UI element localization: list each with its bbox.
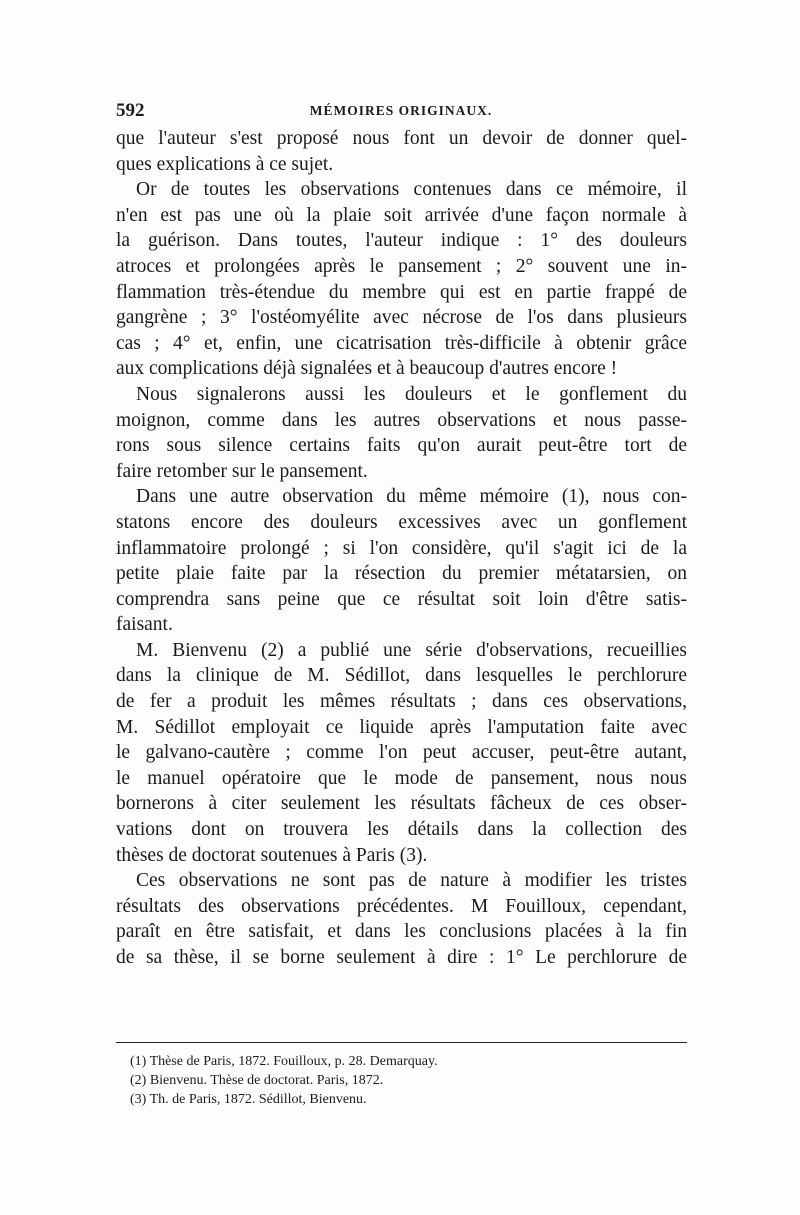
text-line: Or de toutes les observations contenues dans ce mémoire, il — [136, 179, 687, 201]
text-line: inflammatoire prolongé ; si l'on considère, qu'il s'agit ici de la — [116, 537, 687, 559]
text-line: résultats des observations précédentes. M Fouilloux, cependant, — [116, 895, 687, 917]
footnote-1: (1) Thèse de Paris, 1872. Fouilloux, p. 28. Demarquay. — [130, 1054, 438, 1069]
text-line: le manuel opératoire que le mode de pansement, nous nous — [116, 767, 687, 789]
text-line: n'en est pas une où la plaie soit arrivée d'une façon normale à — [116, 204, 687, 226]
page-number: 592 — [116, 100, 145, 121]
text-line: moignon, comme dans les autres observations et nous passe- — [116, 409, 687, 431]
text-line: dans la clinique de M. Sédillot, dans lesquelles le perchlorure — [116, 665, 687, 687]
text-line: flammation très-étendue du membre qui est en partie frappé de — [116, 281, 687, 303]
text-line: la guérison. Dans toutes, l'auteur indique : 1° des douleurs — [116, 230, 687, 252]
text-line: le galvano-cautère ; comme l'on peut accuser, peut-être autant, — [116, 742, 687, 764]
footnotes — [130, 1052, 670, 1109]
text-line: que l'auteur s'est proposé nous font un devoir de donner quel- — [116, 128, 687, 149]
text-line: paraît en être satisfait, et dans les conclusions placées à la fin — [116, 921, 687, 943]
text-line: M. Bienvenu (2) a publié une série d'observations, recueillies — [136, 639, 687, 661]
text-line: bornerons à citer seulement les résultats fâcheux de ces obser- — [116, 793, 687, 815]
text-line: de sa thèse, il se borne seulement à dire : 1° Le perchlorure de — [116, 947, 687, 968]
text-line: rons sous silence certains faits qu'on aurait peut-être tort de — [116, 435, 687, 457]
running-title: MÉMOIRES ORIGINAUX. — [309, 103, 493, 118]
text-line: ques explications à ce sujet. — [116, 153, 334, 175]
text-line: Ces observations ne sont pas de nature à modifier les tristes — [136, 870, 687, 892]
text-line: thèses de doctorat soutenues à Paris (3). — [116, 844, 428, 866]
text-line: gangrène ; 3° l'ostéomyélite avec nécrose de l'os dans plusieurs — [116, 307, 687, 329]
page-header — [116, 100, 686, 124]
text-line: M. Sédillot employait ce liquide après l'amputation faite avec — [116, 716, 687, 738]
text-line: comprendra sans peine que ce résultat soit loin d'être satis- — [116, 588, 687, 610]
footnote-divider — [116, 1042, 687, 1043]
text-line: cas ; 4° et, enfin, une cicatrisation très-difficile à obtenir grâce — [116, 332, 687, 354]
text-line: vations dont on trouvera les détails dans la collection des — [116, 819, 687, 841]
text-line: aux complications déjà signalées et à beaucoup d'autres encore ! — [116, 358, 618, 380]
text-line: atroces et prolongées après le pansement ; 2° souvent une in- — [116, 255, 687, 277]
text-line: Dans une autre observation du même mémoire (1), nous con- — [136, 486, 687, 508]
footnote-2: (2) Bienvenu. Thèse de doctorat. Paris, 1872. — [130, 1073, 384, 1088]
body-text — [116, 126, 687, 971]
text-line: petite plaie faite par la résection du premier métatarsien, on — [116, 563, 687, 585]
text-line: faisant. — [116, 614, 173, 636]
text-line: faire retomber sur le pansement. — [116, 460, 368, 482]
text-line: de fer a produit les mêmes résultats ; dans ces observations, — [116, 691, 687, 713]
footnote-3: (3) Th. de Paris, 1872. Sédillot, Bienvenu. — [130, 1092, 367, 1107]
text-line: statons encore des douleurs excessives avec un gonflement — [116, 511, 687, 533]
text-line: Nous signalerons aussi les douleurs et le gonflement du — [136, 383, 687, 405]
